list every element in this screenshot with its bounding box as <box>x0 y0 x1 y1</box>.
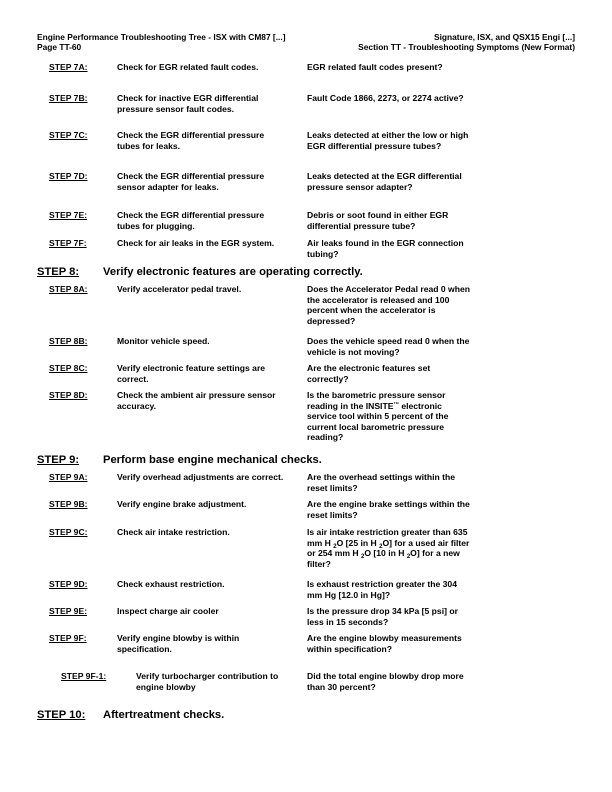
step-row-8b <box>37 336 577 363</box>
step-label[interactable]: STEP 7E: <box>49 210 88 220</box>
trademark-symbol: ™ <box>393 401 399 408</box>
step-row-9d <box>37 579 577 606</box>
step-action: Verify overhead adjustments are correct. <box>117 472 284 482</box>
step-question: EGR related fault codes present? <box>307 62 443 72</box>
step-question: Does the Accelerator Pedal read 0 when the accelerator is released and 100 percent when the accelerator is depressed? <box>307 284 471 326</box>
step-action: Check for inactive EGR differential pressure sensor fault codes. <box>117 93 259 114</box>
step-label[interactable]: STEP 8D: <box>49 390 88 400</box>
header-document-title: Engine Performance Troubleshooting Tree - ISX with CM87 [...] <box>37 32 286 42</box>
step-action: Verify accelerator pedal travel. <box>117 284 242 294</box>
step-row-9f <box>37 633 577 671</box>
troubleshooting-steps <box>37 62 577 727</box>
step-label[interactable]: STEP 9B: <box>49 499 88 509</box>
step-row-9c <box>37 527 577 579</box>
header-engine-models: Signature, ISX, and QSX15 Engi [...] <box>433 32 575 42</box>
step-row-9b <box>37 499 577 527</box>
step-label[interactable]: STEP 8A: <box>49 284 88 294</box>
step-label[interactable]: STEP 8C: <box>49 363 88 373</box>
major-step-label[interactable]: STEP 10: <box>37 709 86 721</box>
step-action: Check the ambient air pressure sensor accuracy. <box>117 390 276 411</box>
step-question: Did the total engine blowby drop more than 30 percent? <box>307 671 464 692</box>
step-label[interactable]: STEP 7D: <box>49 171 88 181</box>
step-label[interactable]: STEP 7F: <box>49 238 87 248</box>
step-row-7b <box>37 93 577 130</box>
step-row-7d <box>37 171 577 210</box>
step-action: Check the EGR differential pressure tubes for leaks. <box>117 130 265 151</box>
step-row-9f-1 <box>37 671 577 709</box>
step-action: Verify turbocharger contribution to engine blowby <box>136 671 279 692</box>
step-row-7f <box>37 238 577 266</box>
step-question: Is the pressure drop 34 kPa [5 psi] or less in 15 seconds? <box>307 606 458 627</box>
step-question: Are the electronic features set correctly? <box>307 363 431 384</box>
step-question: Air leaks found in the EGR connection tubing? <box>307 238 464 259</box>
step-label[interactable]: STEP 9A: <box>49 472 88 482</box>
step-heading-8 <box>37 266 577 284</box>
step-question: Is the barometric pressure sensor reading in the INSITE™ electronic service tool within 5 percent of the current local barometric pressure reading? <box>307 390 449 443</box>
major-step-title: Aftertreatment checks. <box>103 709 225 721</box>
step-label[interactable]: STEP 9F: <box>49 633 87 643</box>
step-action: Verify electronic feature settings are correct. <box>117 363 266 384</box>
step-row-7a <box>37 62 577 93</box>
step-label[interactable]: STEP 9D: <box>49 579 88 589</box>
step-action: Check the EGR differential pressure tubes for plugging. <box>117 210 265 231</box>
step-action: Verify engine blowby is within specification. <box>117 633 240 654</box>
step-row-9a <box>37 472 577 499</box>
step-label[interactable]: STEP 7B: <box>49 93 88 103</box>
step-row-8c <box>37 363 577 390</box>
step-question: Is air intake restriction greater than 635 mm H $_2$O [25 in H $_2$O] for a used air filter or 254 mm H $_2$O [10 in H $_2$O] for a new filter? <box>307 527 470 569</box>
major-step-label[interactable]: STEP 9: <box>37 454 80 466</box>
step-question: Leaks detected at the EGR differential pressure sensor adapter? <box>307 171 462 192</box>
step-row-9e <box>37 606 577 633</box>
step-action: Check the EGR differential pressure sensor adapter for leaks. <box>117 171 265 192</box>
step-action: Inspect charge air cooler <box>117 606 219 616</box>
step-label[interactable]: STEP 7C: <box>49 130 88 140</box>
step-question: Does the vehicle speed read 0 when the vehicle is not moving? <box>307 336 470 357</box>
step-label[interactable]: STEP 8B: <box>49 336 88 346</box>
step-label[interactable]: STEP 9E: <box>49 606 88 616</box>
step-label[interactable]: STEP 7A: <box>49 62 88 72</box>
header-page-number: Page TT-60 <box>37 41 82 52</box>
step-action: Check for air leaks in the EGR system. <box>117 238 275 248</box>
step-question: Debris or soot found in either EGR differential pressure tube? <box>307 210 449 231</box>
step-question: Leaks detected at either the low or high EGR differential pressure tubes? <box>307 130 469 151</box>
major-step-title: Perform base engine mechanical checks. <box>103 454 322 466</box>
step-question: Are the overhead settings within the reset limits? <box>307 472 456 493</box>
page-header <box>37 33 575 52</box>
step-action: Verify engine brake adjustment. <box>117 499 247 509</box>
step-question: Is exhaust restriction greater the 304 mm Hg [12.0 in Hg]? <box>307 579 457 600</box>
step-action: Monitor vehicle speed. <box>117 336 210 346</box>
step-action: Check exhaust restriction. <box>117 579 225 589</box>
step-question: Are the engine blowby measurements within specification? <box>307 633 462 654</box>
major-step-label[interactable]: STEP 8: <box>37 266 80 278</box>
step-action: Check for EGR related fault codes. <box>117 62 259 72</box>
major-step-title: Verify electronic features are operating correctly. <box>103 266 363 278</box>
step-question: Are the engine brake settings within the reset limits? <box>307 499 470 520</box>
step-label[interactable]: STEP 9F-1: <box>61 671 107 681</box>
step-question: Fault Code 1866, 2273, or 2274 active? <box>307 93 464 103</box>
step-row-7e <box>37 210 577 238</box>
step-heading-9 <box>37 454 577 472</box>
step-label[interactable]: STEP 9C: <box>49 527 88 537</box>
step-action: Check air intake restriction. <box>117 527 230 537</box>
step-row-8d <box>37 390 577 454</box>
step-row-8a <box>37 284 577 336</box>
header-section-title: Section TT - Troubleshooting Symptoms (New Format) <box>358 41 575 52</box>
step-row-7c <box>37 130 577 171</box>
step-heading-10 <box>37 709 577 727</box>
